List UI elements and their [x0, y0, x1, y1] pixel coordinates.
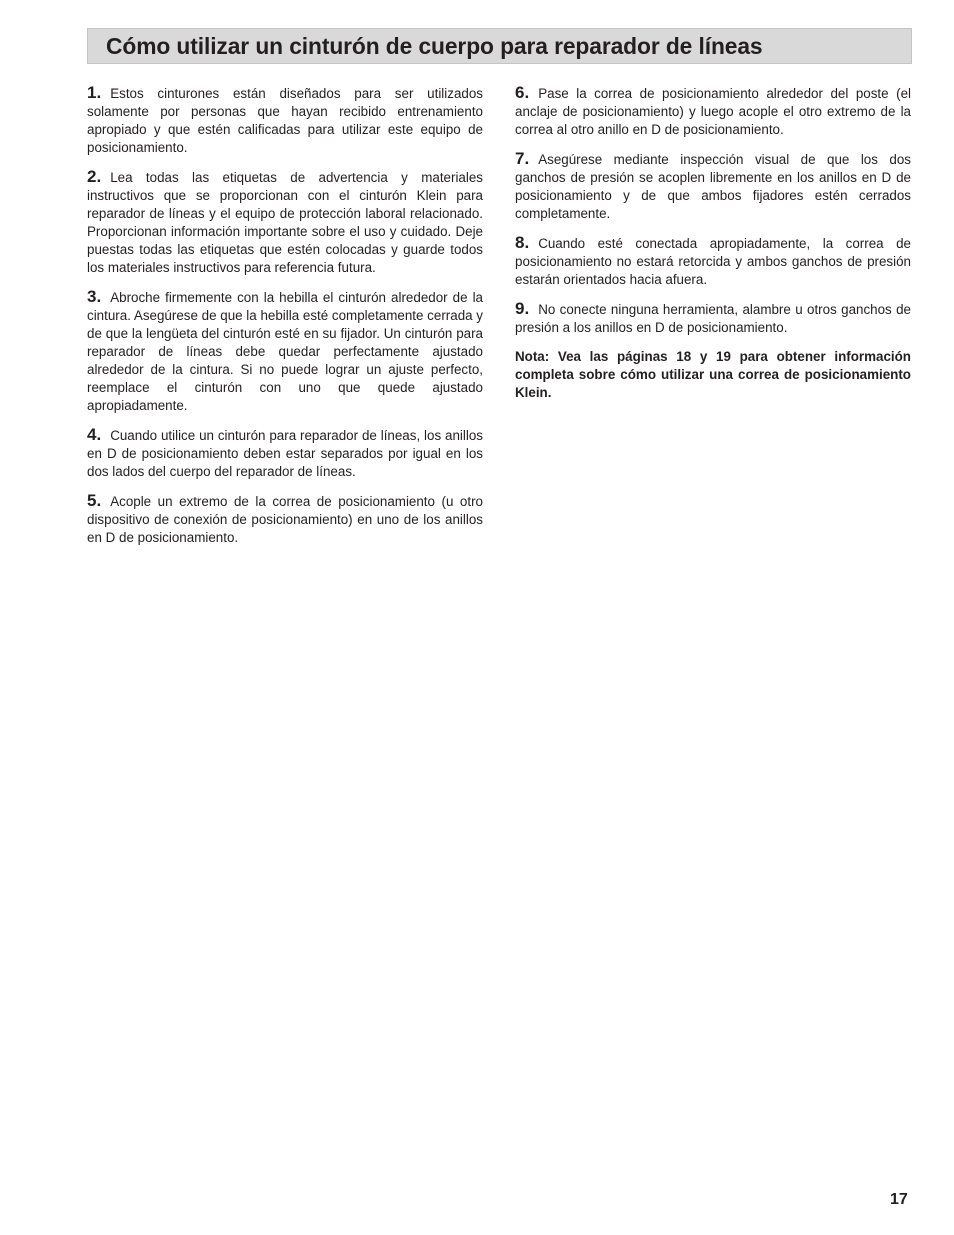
item-number: 4.: [87, 425, 102, 444]
item-text: Acople un extremo de la correa de posicionamiento (u otro dispositivo de conexión de posicionamiento) en uno de los anillos en D de posicionamiento.: [87, 494, 483, 545]
item-number: 9.: [515, 299, 530, 318]
item-text: Abroche firmemente con la hebilla el cinturón alrededor de la cintura. Asegúrese de que la hebilla esté completamente cerrada y de que la lengüeta del cinturón esté en su fijador. Un cinturón para reparador de líneas debe quedar perfectamente ajustado alrededor de la cintura. Si no puede lograr un ajuste perfecto, reemplace el cinturón con uno que quede ajustado apropiadamente.: [87, 290, 484, 413]
item-text: Pase la correa de posicionamiento alrededor del poste (el anclaje de posicionamiento) y luego acople el otro extremo de la correa al otro anillo en D de posicionamiento.: [515, 86, 911, 137]
item-number: 3.: [87, 287, 102, 306]
page-title: Cómo utilizar un cinturón de cuerpo para reparador de líneas: [106, 33, 763, 59]
list-item: [515, 84, 911, 139]
item-text: No conecte ninguna herramienta, alambre u otros ganchos de presión a los anillos en D de posicionamiento.: [515, 302, 911, 335]
page-number: 17: [890, 1191, 908, 1208]
item-text: Estos cinturones están diseñados para ser utilizados solamente por personas que hayan recibido entrenamiento apropiado y que estén calificadas para utilizar este equipo de posicionamiento.: [87, 86, 483, 155]
right-column: [515, 84, 911, 402]
item-text: Cuando esté conectada apropiadamente, la correa de posicionamiento no estará retorcida y ambos ganchos de presión estarán orientados hacia afuera.: [515, 236, 911, 287]
item-text: Lea todas las etiquetas de advertencia y materiales instructivos que se proporcionan con el cinturón Klein para reparador de líneas y el equipo de protección laboral relacionado. Proporcionan información importante sobre el uso y cuidado. Deje puestas todas las etiquetas que estén colocadas y guarde todos los materiales instructivos para referencia futura.: [87, 170, 483, 275]
item-text: Cuando utilice un cinturón para reparador de líneas, los anillos en D de posicionamiento deben estar separados por igual en los dos lados del cuerpo del reparador de líneas.: [87, 428, 483, 479]
item-text: Asegúrese mediante inspección visual de que los dos ganchos de presión se acoplen libremente en los anillos en D de posicionamiento y de que ambos fijadores estén cerrados completamente.: [515, 152, 911, 221]
item-number: 6.: [515, 83, 530, 102]
item-number: 5.: [87, 491, 102, 510]
list-item: [87, 84, 483, 157]
item-number: 1.: [87, 83, 102, 102]
left-column: [87, 84, 483, 558]
list-item: [515, 300, 911, 337]
note-text: Nota: Vea las páginas 18 y 19 para obtener información completa sobre cómo utilizar una correa de posicionamiento Klein.: [515, 349, 911, 400]
list-item: [87, 492, 483, 547]
list-item: [515, 234, 911, 289]
item-number: 7.: [515, 149, 530, 168]
list-item: [87, 426, 483, 481]
list-item: [515, 150, 911, 223]
item-number: 8.: [515, 233, 530, 252]
list-item: [87, 288, 483, 415]
item-number: 2.: [87, 167, 102, 186]
list-item: [87, 168, 483, 277]
